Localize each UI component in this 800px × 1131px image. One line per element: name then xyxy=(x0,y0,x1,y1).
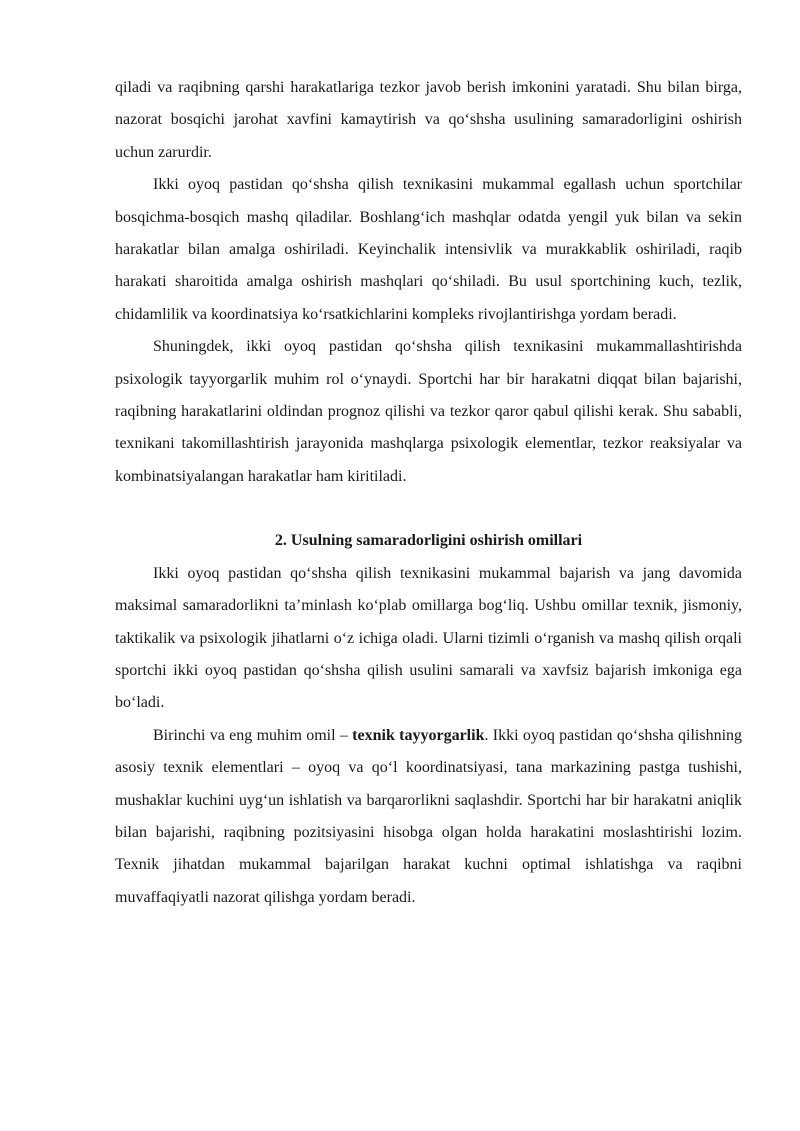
bold-term-technical-preparation: texnik tayyorgarlik xyxy=(352,726,485,744)
section-heading: 2. Usulning samaradorligini oshirish omillari xyxy=(274,532,583,550)
section-spacer xyxy=(115,493,742,525)
paragraph-continuation: qiladi va raqibning qarshi harakatlariga tezkor javob berish imkonini yaratadi. Shu bilan birga, nazorat bosqichi jarohat xavfini kamaytirish va qo‘shsha usulining samaradorligini oshirish uchun zarurdir. xyxy=(115,79,742,161)
paragraph-training-stages: Ikki oyoq pastidan qo‘shsha qilish texnikasini mukammal egallash uchun sportchilar bosqichma-bosqich mashq qiladilar. Boshlang‘ich mashqlar odatda yengil yuk bilan va sekin harakatlar bilan amalga oshiriladi. Keyinchalik intensivlik va murakkablik oshiriladi, raqib harakati sharoitida amalga oshirish mashqlari qo‘shiladi. Bu usul sportchining kuch, tezlik, chidamlilik va koordinatsiya ko‘rsatkichlarini kompleks rivojlantirishga yordam beradi. xyxy=(115,176,742,323)
paragraph-technical-body: . Ikki oyoq pastidan qo‘shsha qilishning asosiy texnik elementlari – oyoq va qo‘l koordinatsiyasi, tana markazining pastga tushishi, mushaklar kuchini uyg‘un ishlatish va barqarorlikni saqlashdir. Sportchi har bir harakatni aniqlik bilan bajarishi, raqibning pozitsiyasini hisobga olgan holda harakatini moslashtirishi lozim. Texnik jihatdan mukammal bajarilgan harakat kuchni optimal ishlatishga va raqibni muvaffaqiyatli nazorat qilishga yordam beradi. xyxy=(115,726,743,906)
paragraph-technical-intro: Birinchi va eng muhim omil – xyxy=(153,726,353,744)
document-page xyxy=(115,72,742,914)
paragraph-effectiveness-factors: Ikki oyoq pastidan qo‘shsha qilish texnikasini mukammal bajarish va jang davomida maksimal samaradorlikni ta’minlash ko‘plab omillarga bog‘liq. Ushbu omillar texnik, jismoniy, taktikalik va psixologik jihatlarni o‘z ichiga oladi. Ularni tizimli o‘rganish va mashq qilish orqali sportchi ikki oyoq pastidan qo‘shsha qilish usulini samarali va xavfsiz bajarish imkoniga ega bo‘ladi. xyxy=(115,564,742,712)
paragraph-technical-preparation xyxy=(115,720,742,914)
paragraph-psychological-preparation: Shuningdek, ikki oyoq pastidan qo‘shsha qilish texnikasini mukammallashtirishda psixologik tayyorgarlik muhim rol o‘ynaydi. Sportchi har bir harakatni diqqat bilan bajarishi, raqibning harakatlarini oldindan prognoz qilishi va tezkor qaror qabul qilishi kerak. Shu sababli, texnikani takomillashtirish jarayonida mashqlarga psixologik elementlar, tezkor reaksiyalar va kombinatsiyalangan harakatlar ham kiritiladi. xyxy=(115,338,742,485)
